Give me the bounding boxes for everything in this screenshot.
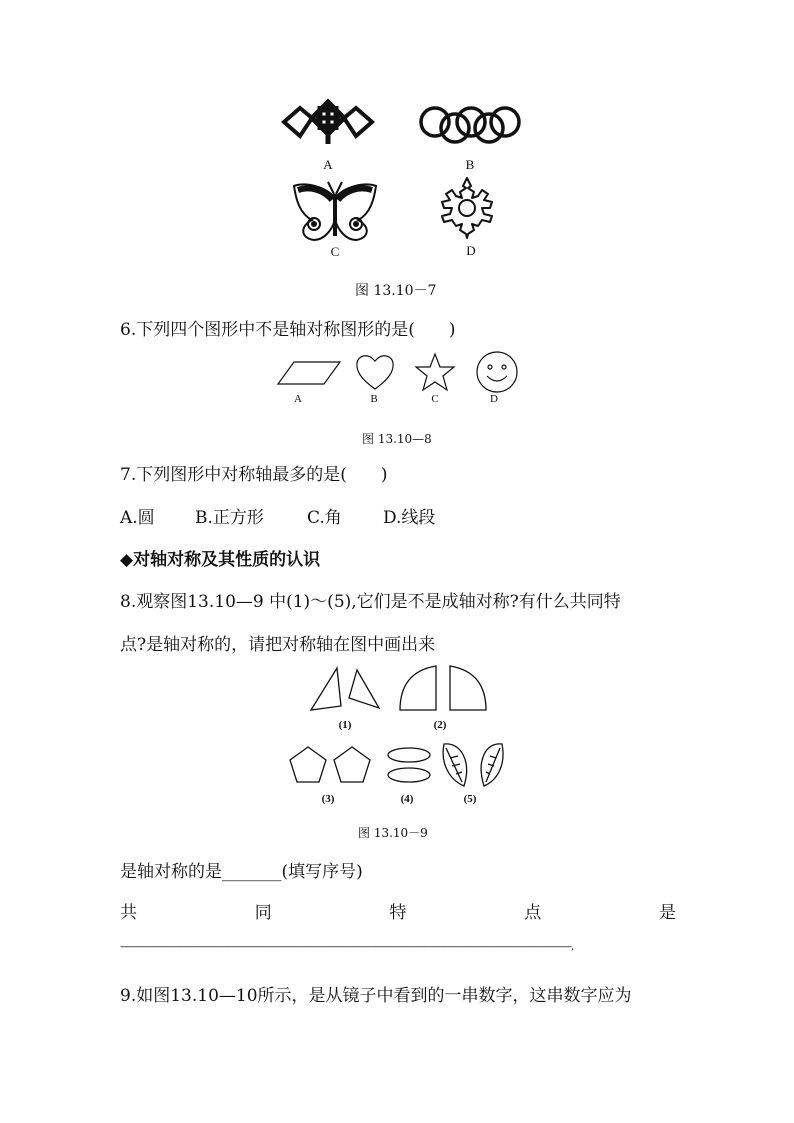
figure-label-3: (3) — [321, 793, 335, 805]
fill-char: 特 — [389, 903, 407, 923]
option-d: D.线段 — [383, 508, 436, 528]
olympic-rings-figure — [418, 104, 522, 146]
option-c: C.角 — [307, 508, 342, 528]
parallelogram-figure — [276, 360, 342, 386]
butterfly-figure — [290, 180, 380, 242]
question-6: 6.下列四个图形中不是轴对称图形的是( ) — [120, 320, 456, 340]
snowflake-figure — [432, 176, 502, 240]
fill-char: 是 — [659, 903, 676, 923]
leaves-figure — [440, 740, 508, 790]
figure-label-d: D — [466, 243, 476, 258]
figure-label-c: C — [431, 393, 439, 405]
question-9: 9.如图13.10—10所示，是从镜子中看到的一串数字，这串数字应为 — [120, 986, 632, 1006]
figure-label-b: B — [465, 157, 475, 172]
figure-label-1: (1) — [338, 719, 352, 731]
figure-label-5: (5) — [463, 793, 477, 805]
heart-figure — [355, 353, 395, 391]
figure-caption: 图 13.10－9 — [358, 826, 428, 840]
ellipses-figure — [385, 745, 435, 785]
fill-char: 共 — [120, 903, 137, 923]
star-figure — [414, 352, 456, 392]
smiley-face-figure — [475, 350, 519, 394]
fill-in-blank-line: ——————————————————————————————————————————————. — [120, 940, 574, 953]
section-heading: ◆对轴对称及其性质的认识 — [120, 550, 321, 570]
figure-caption: 图 13.10—8 — [362, 432, 432, 446]
figure-label-4: (4) — [400, 793, 414, 805]
fill-char: 同 — [254, 903, 272, 923]
question-8-line-1: 8.观察图13.10—9 中(1)～(5),它们是不是成轴对称?有什么共同特 — [120, 592, 621, 612]
fill-in-answer-2 — [120, 898, 676, 923]
figure-label-2: (2) — [433, 719, 447, 731]
option-b: B.正方形 — [195, 508, 264, 528]
question-7: 7.下列图形中对称轴最多的是( ) — [120, 465, 388, 485]
figure-caption: 图 13.10－7 — [355, 283, 437, 299]
pentagons-figure — [288, 745, 374, 785]
question-8-line-2: 点?是轴对称的，请把对称轴在图中画出来 — [120, 635, 436, 655]
figure-label-d: D — [490, 393, 498, 405]
figure-label-b: B — [370, 393, 378, 405]
figure-label-c: C — [330, 244, 340, 259]
option-a: A.圆 — [120, 508, 155, 528]
fill-in-answer-1: 是轴对称的是_______(填写序号) — [120, 862, 363, 882]
figure-label-a: A — [294, 393, 302, 405]
triangles-figure — [305, 666, 383, 714]
figure-label-a: A — [323, 157, 333, 172]
fill-char: 点 — [524, 903, 542, 923]
chinese-knot-figure — [278, 98, 378, 148]
quarter-circles-figure — [398, 664, 490, 714]
